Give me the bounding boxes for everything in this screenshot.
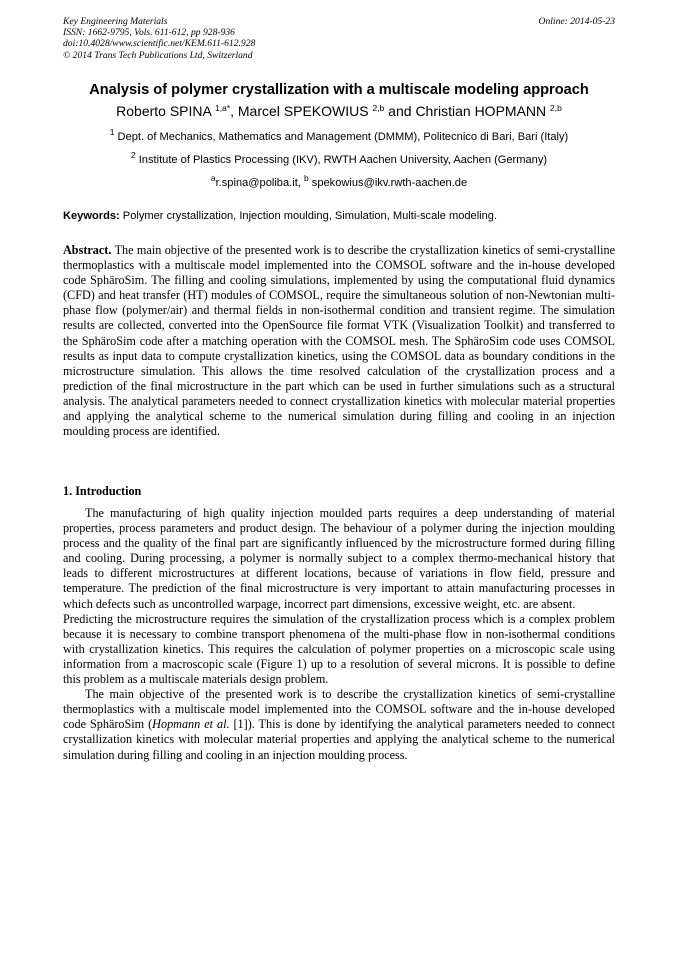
affiliation-mark: 2 <box>130 150 136 160</box>
author-name: Roberto SPINA <box>116 103 215 119</box>
intro-paragraph-2: Predicting the microstructure requires the simulation of the crystallization process which is a complex problem because it is necessary to combine transport phenomena of the multi-phase flow in non-isothermal conditions with crystallization kinetics. This requires the calculation of polymer properties on a microscopic scale using information from a macroscopic scale (Figure 1) up to a resolution of several microns. It is possible to define this problem as a multiscale materials design problem. <box>63 611 615 687</box>
paragraph-text: The main objective of the presented work is to describe the crystallization kinetics of semi-crystalline thermoplastics with a multiscale model implemented into the COMSOL software and the in-house developed code SphäroSim ( <box>63 687 615 732</box>
affiliation-2 <box>40 150 638 167</box>
introduction-body <box>63 506 615 763</box>
paragraph-text: [1]). This is done by identifying the analytical parameters needed to connect crystallization kinetics with molecular material properties and applying the analytical scheme to the numerical simulation during filling and cooling in an injection moulding process. <box>63 717 615 762</box>
issn-line: ISSN: 1662-9795, Vols. 611-612, pp 928-936 <box>63 27 235 39</box>
abstract-label: Abstract. <box>63 243 112 257</box>
author-affiliation-mark: 2,b <box>372 103 385 113</box>
copyright-line: © 2014 Trans Tech Publications Ltd, Switzerland <box>63 49 253 61</box>
affiliation-1 <box>40 127 638 144</box>
email-mark: b <box>303 173 309 183</box>
author-emails <box>40 173 638 190</box>
author-name: Christian HOPMANN <box>415 103 551 119</box>
affiliation-mark: 1 <box>109 127 115 137</box>
author-separator: and <box>384 103 416 119</box>
affiliation-text: Institute of Plastics Processing (IKV), RWTH Aachen University, Aachen (Germany) <box>135 154 548 166</box>
abstract <box>63 243 615 439</box>
journal-header <box>63 16 255 61</box>
email-mark: a <box>210 173 216 183</box>
paper-title: Analysis of polymer crystallization with a multiscale modeling approach <box>89 82 589 98</box>
section-heading: 1. Introduction <box>63 484 142 498</box>
doi-line: doi:10.4028/www.scientific.net/KEM.611-612.928 <box>63 38 256 50</box>
keywords-text: Polymer crystallization, Injection moulding, Simulation, Multi-scale modeling. <box>119 210 498 222</box>
keywords <box>63 209 615 223</box>
email-address: spekowius@ikv.rwth-aachen.de <box>308 177 468 189</box>
keywords-label: Keywords: <box>63 210 120 222</box>
affiliation-text: Dept. of Mechanics, Mathematics and Management (DMMM), Politecnico di Bari, Bari (Italy) <box>114 131 569 143</box>
email-address: r.spina@poliba.it, <box>215 177 304 189</box>
author-affiliation-mark: 1,a* <box>214 103 231 113</box>
online-date: Online: 2014-05-23 <box>538 16 615 27</box>
intro-paragraph-3 <box>63 687 615 762</box>
author-name: Marcel SPEKOWIUS <box>237 103 373 119</box>
intro-paragraph-1: The manufacturing of high quality injection moulded parts requires a deep understanding of material properties, process parameters and product design. The behaviour of a polymer during the injection moulding process and the quality of the final part are significantly influenced by the microstructure formed during filling and cooling. During processing, a polymer is normally subject to a complex thermo-mechanical history that leads to different microstructures at different locations, because of variations in flow field, pressure and temperature. The prediction of the final microstructure is very important to attain manufacturing processes in which defects such as uncontrolled warpage, incorrect part dimensions, excessive weight, etc. are absent. <box>63 506 615 611</box>
citation-authors: Hopmann et al. <box>152 717 230 732</box>
author-list <box>40 101 638 121</box>
author-separator: , <box>230 103 238 119</box>
journal-name: Key Engineering Materials <box>63 16 168 27</box>
author-affiliation-mark: 2,b <box>550 103 562 113</box>
abstract-text: The main objective of the presented work is to describe the crystallization kinetics of semi-crystalline thermoplastics with a multiscale model implemented into the COMSOL software and the in-house developed code SphäroSim. The filling and cooling simulations, implemented by using the computational fluid dynamics (CFD) and heat transfer (HT) modules of COMSOL, require the simultaneous solution of non-Newtonian multi-phase flow (polymer/air) and thermal fields in non-isothermal condition and transient regime. The simulation results are collected, converted into the OpenSource file format VTK (Visualization Toolkit) and transferred to the SphäroSim code after a matching operation with the COMSOL mesh. The SphäroSim code uses COMSOL results as input data to compute crystallization kinetics, using the COMSOL data as boundary conditions in the microstructure simulation. This allows the time resolved calculation of the crystallization process and a prediction of the final microstructure in the part which can be used in further simulations such as a structural analysis. The analytical parameters needed to connect crystallization kinetics with molecular material properties and applying the analytical scheme to the numerical simulation during filling and cooling in an injection moulding process are identified. <box>63 243 615 439</box>
